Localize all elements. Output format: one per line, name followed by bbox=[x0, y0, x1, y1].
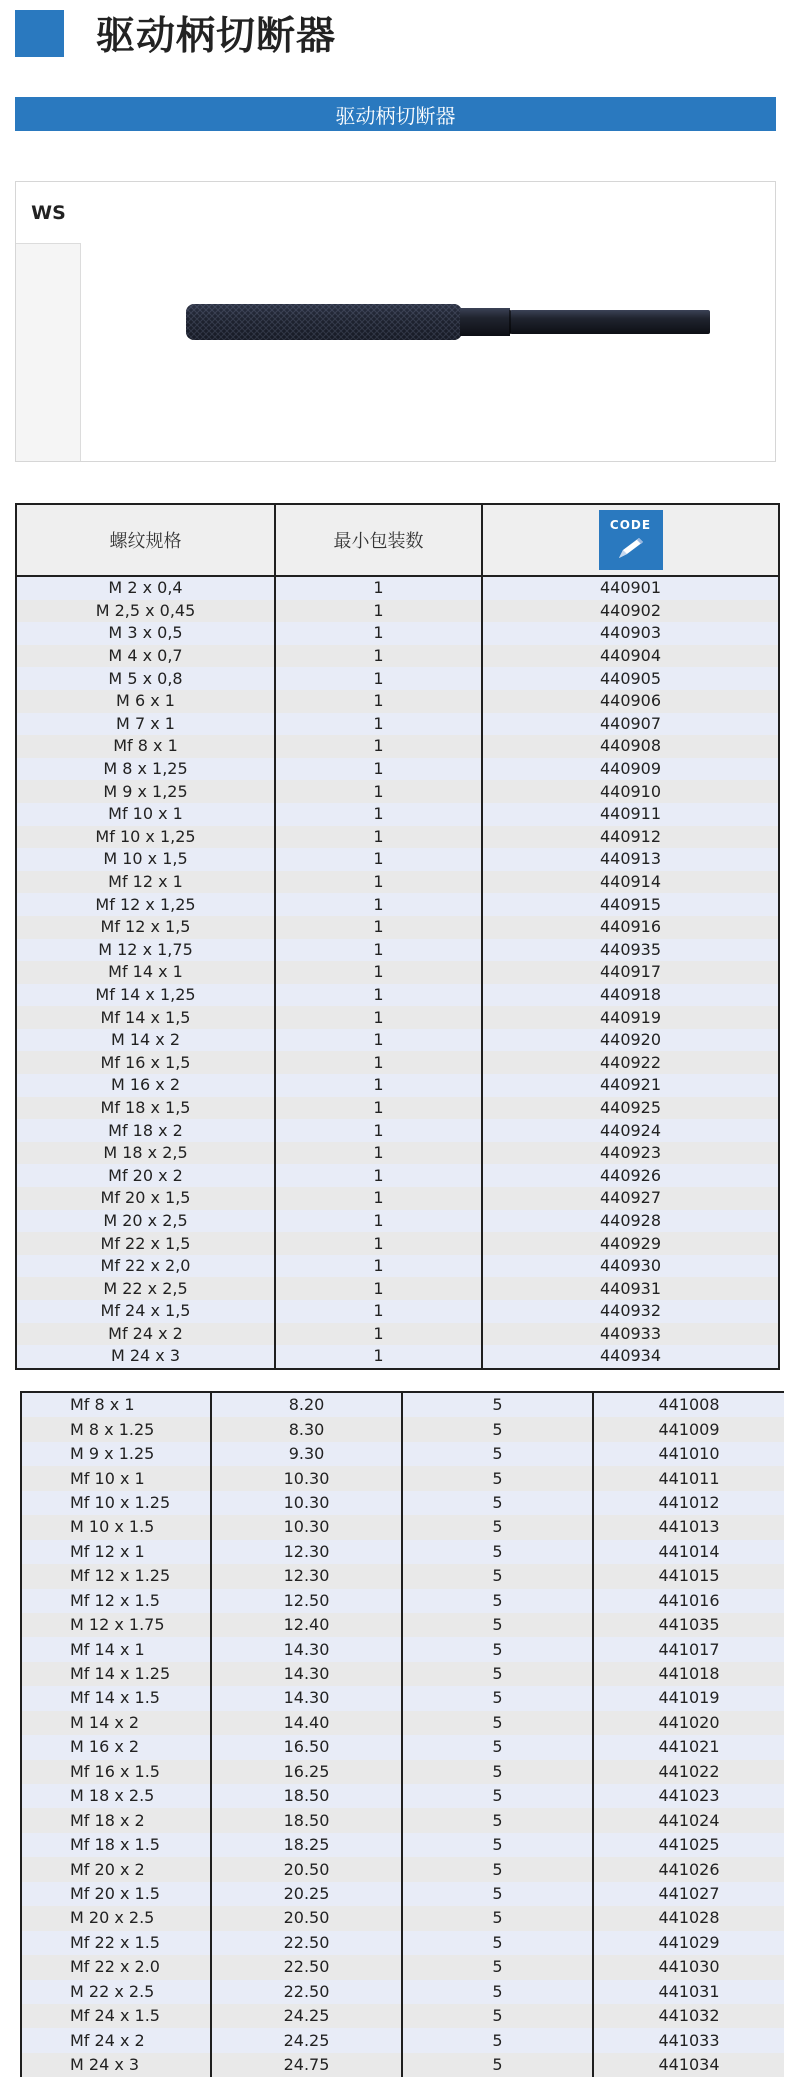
cell-code: 440916 bbox=[482, 916, 779, 939]
header-thread-spec: 螺纹规格 bbox=[16, 504, 275, 576]
cell-dimension: 22.50 bbox=[211, 1955, 402, 1979]
cell-code: 441019 bbox=[593, 1686, 784, 1710]
cell-min-pack: 1 bbox=[275, 1006, 482, 1029]
cell-code: 440917 bbox=[482, 961, 779, 984]
cell-code: 441024 bbox=[593, 1808, 784, 1832]
cell-thread-spec: Mf 18 x 2 bbox=[21, 1808, 211, 1832]
table-row bbox=[21, 1906, 784, 1930]
cell-min-pack: 5 bbox=[402, 1784, 593, 1808]
table-row bbox=[21, 1589, 784, 1613]
table-row bbox=[16, 713, 779, 736]
cell-code: 440929 bbox=[482, 1232, 779, 1255]
cell-code: 441010 bbox=[593, 1442, 784, 1466]
cell-code: 440926 bbox=[482, 1164, 779, 1187]
cell-dimension: 12.30 bbox=[211, 1564, 402, 1588]
cell-code: 440935 bbox=[482, 939, 779, 962]
cell-dimension: 14.30 bbox=[211, 1637, 402, 1661]
table-row bbox=[21, 2004, 784, 2028]
cell-thread-spec: Mf 22 x 1,5 bbox=[16, 1232, 275, 1255]
table-row bbox=[16, 1074, 779, 1097]
cell-thread-spec: M 10 x 1,5 bbox=[16, 848, 275, 871]
table-row bbox=[21, 1686, 784, 1710]
cell-thread-spec: Mf 24 x 2 bbox=[21, 2028, 211, 2052]
cell-dimension: 18.25 bbox=[211, 1833, 402, 1857]
cell-min-pack: 5 bbox=[402, 1417, 593, 1441]
cell-thread-spec: M 4 x 0,7 bbox=[16, 645, 275, 668]
table-row bbox=[16, 1119, 779, 1142]
cell-thread-spec: M 18 x 2.5 bbox=[21, 1784, 211, 1808]
cell-code: 441029 bbox=[593, 1931, 784, 1955]
cell-thread-spec: M 16 x 2 bbox=[16, 1074, 275, 1097]
table-row bbox=[21, 1931, 784, 1955]
cell-thread-spec: Mf 20 x 2 bbox=[21, 1857, 211, 1881]
cell-thread-spec: Mf 12 x 1 bbox=[21, 1540, 211, 1564]
cell-code: 441035 bbox=[593, 1613, 784, 1637]
table-row bbox=[16, 893, 779, 916]
cell-min-pack: 1 bbox=[275, 1097, 482, 1120]
cell-min-pack: 5 bbox=[402, 1392, 593, 1417]
cell-min-pack: 1 bbox=[275, 916, 482, 939]
cell-min-pack: 1 bbox=[275, 1164, 482, 1187]
cell-min-pack: 1 bbox=[275, 1119, 482, 1142]
cell-min-pack: 1 bbox=[275, 1300, 482, 1323]
cell-thread-spec: Mf 14 x 1 bbox=[16, 961, 275, 984]
cell-thread-spec: Mf 24 x 2 bbox=[16, 1323, 275, 1346]
table-row bbox=[16, 1006, 779, 1029]
table-row bbox=[21, 1808, 784, 1832]
table-row bbox=[21, 1515, 784, 1539]
cell-thread-spec: Mf 22 x 1.5 bbox=[21, 1931, 211, 1955]
cell-min-pack: 5 bbox=[402, 1882, 593, 1906]
cell-dimension: 14.30 bbox=[211, 1686, 402, 1710]
cell-code: 441021 bbox=[593, 1735, 784, 1759]
cell-thread-spec: Mf 20 x 2 bbox=[16, 1164, 275, 1187]
cell-dimension: 24.75 bbox=[211, 2053, 402, 2077]
table-row bbox=[21, 1466, 784, 1490]
table-row bbox=[21, 1784, 784, 1808]
cell-code: 440915 bbox=[482, 893, 779, 916]
cell-code: 440922 bbox=[482, 1051, 779, 1074]
cell-thread-spec: Mf 18 x 1,5 bbox=[16, 1097, 275, 1120]
cell-min-pack: 5 bbox=[402, 1857, 593, 1881]
table-row bbox=[21, 1417, 784, 1441]
table-row bbox=[21, 1613, 784, 1637]
table-row bbox=[16, 1255, 779, 1278]
table-row bbox=[21, 1882, 784, 1906]
cell-min-pack: 5 bbox=[402, 1735, 593, 1759]
cell-thread-spec: Mf 24 x 1,5 bbox=[16, 1300, 275, 1323]
table-header-row bbox=[16, 504, 779, 576]
cell-thread-spec: M 12 x 1,75 bbox=[16, 939, 275, 962]
table-row bbox=[16, 667, 779, 690]
cell-min-pack: 1 bbox=[275, 576, 482, 600]
cell-dimension: 8.20 bbox=[211, 1392, 402, 1417]
cell-thread-spec: Mf 12 x 1.5 bbox=[21, 1589, 211, 1613]
cell-thread-spec: M 20 x 2,5 bbox=[16, 1210, 275, 1233]
cell-thread-spec: M 6 x 1 bbox=[16, 690, 275, 713]
cell-code: 440923 bbox=[482, 1142, 779, 1165]
cell-code: 441008 bbox=[593, 1392, 784, 1417]
table-row bbox=[16, 645, 779, 668]
cell-min-pack: 1 bbox=[275, 645, 482, 668]
cell-code: 441031 bbox=[593, 1980, 784, 2004]
cell-dimension: 16.50 bbox=[211, 1735, 402, 1759]
cell-min-pack: 1 bbox=[275, 758, 482, 781]
cell-thread-spec: Mf 14 x 1.5 bbox=[21, 1686, 211, 1710]
cell-min-pack: 1 bbox=[275, 984, 482, 1007]
cell-min-pack: 5 bbox=[402, 1491, 593, 1515]
table-row bbox=[16, 1142, 779, 1165]
cell-code: 441012 bbox=[593, 1491, 784, 1515]
table-row bbox=[16, 1323, 779, 1346]
cell-thread-spec: M 12 x 1.75 bbox=[21, 1613, 211, 1637]
cell-min-pack: 5 bbox=[402, 1760, 593, 1784]
cell-dimension: 12.30 bbox=[211, 1540, 402, 1564]
cell-thread-spec: Mf 14 x 1,25 bbox=[16, 984, 275, 1007]
table-row bbox=[21, 1662, 784, 1686]
table-row bbox=[16, 622, 779, 645]
cell-thread-spec: M 10 x 1.5 bbox=[21, 1515, 211, 1539]
cell-code: 440903 bbox=[482, 622, 779, 645]
cell-code: 441025 bbox=[593, 1833, 784, 1857]
cell-min-pack: 1 bbox=[275, 780, 482, 803]
table-row bbox=[16, 1029, 779, 1052]
table-row bbox=[16, 1232, 779, 1255]
table-row bbox=[21, 1442, 784, 1466]
cell-thread-spec: Mf 10 x 1,25 bbox=[16, 826, 275, 849]
cell-thread-spec: Mf 8 x 1 bbox=[16, 735, 275, 758]
cell-thread-spec: Mf 12 x 1,25 bbox=[16, 893, 275, 916]
table-row bbox=[21, 1857, 784, 1881]
cell-thread-spec: Mf 16 x 1,5 bbox=[16, 1051, 275, 1074]
cell-min-pack: 1 bbox=[275, 893, 482, 916]
cell-min-pack: 5 bbox=[402, 2053, 593, 2077]
cell-code: 441032 bbox=[593, 2004, 784, 2028]
cell-code: 440909 bbox=[482, 758, 779, 781]
title-accent-square bbox=[15, 10, 64, 57]
cell-code: 440920 bbox=[482, 1029, 779, 1052]
cell-code: 441030 bbox=[593, 1955, 784, 1979]
cell-min-pack: 5 bbox=[402, 1662, 593, 1686]
cell-min-pack: 1 bbox=[275, 848, 482, 871]
header-min-pack: 最小包装数 bbox=[275, 504, 482, 576]
cell-dimension: 24.25 bbox=[211, 2004, 402, 2028]
table-row bbox=[21, 1833, 784, 1857]
cell-thread-spec: M 9 x 1.25 bbox=[21, 1442, 211, 1466]
cell-dimension: 10.30 bbox=[211, 1466, 402, 1490]
cell-min-pack: 5 bbox=[402, 1711, 593, 1735]
table-row bbox=[16, 690, 779, 713]
cell-dimension: 18.50 bbox=[211, 1784, 402, 1808]
table-row bbox=[16, 600, 779, 623]
cell-code: 441028 bbox=[593, 1906, 784, 1930]
cell-code: 440928 bbox=[482, 1210, 779, 1233]
cell-dimension: 20.25 bbox=[211, 1882, 402, 1906]
cell-thread-spec: M 18 x 2,5 bbox=[16, 1142, 275, 1165]
cell-thread-spec: Mf 20 x 1,5 bbox=[16, 1187, 275, 1210]
dimension-table bbox=[20, 1391, 784, 2077]
cell-code: 441014 bbox=[593, 1540, 784, 1564]
table-row bbox=[21, 1491, 784, 1515]
cell-min-pack: 5 bbox=[402, 1686, 593, 1710]
tap-wrench-tool-image bbox=[176, 292, 716, 352]
cell-thread-spec: M 16 x 2 bbox=[21, 1735, 211, 1759]
cell-code: 440910 bbox=[482, 780, 779, 803]
page-header bbox=[15, 8, 336, 58]
cell-min-pack: 1 bbox=[275, 1277, 482, 1300]
table-row bbox=[21, 1564, 784, 1588]
cell-code: 440902 bbox=[482, 600, 779, 623]
cell-min-pack: 1 bbox=[275, 667, 482, 690]
cell-thread-spec: Mf 22 x 2,0 bbox=[16, 1255, 275, 1278]
cell-code: 440911 bbox=[482, 803, 779, 826]
cell-code: 441015 bbox=[593, 1564, 784, 1588]
cell-code: 440932 bbox=[482, 1300, 779, 1323]
cell-dimension: 9.30 bbox=[211, 1442, 402, 1466]
cell-min-pack: 1 bbox=[275, 1210, 482, 1233]
cell-thread-spec: M 2,5 x 0,45 bbox=[16, 600, 275, 623]
cell-code: 441033 bbox=[593, 2028, 784, 2052]
table-row bbox=[16, 1277, 779, 1300]
table-row bbox=[16, 803, 779, 826]
cell-thread-spec: Mf 14 x 1 bbox=[21, 1637, 211, 1661]
cell-thread-spec: M 24 x 3 bbox=[16, 1345, 275, 1369]
cell-code: 440933 bbox=[482, 1323, 779, 1346]
cell-min-pack: 1 bbox=[275, 713, 482, 736]
cell-code: 441026 bbox=[593, 1857, 784, 1881]
cell-code: 440905 bbox=[482, 667, 779, 690]
cell-code: 441023 bbox=[593, 1784, 784, 1808]
cell-dimension: 22.50 bbox=[211, 1931, 402, 1955]
cell-thread-spec: M 22 x 2,5 bbox=[16, 1277, 275, 1300]
cell-thread-spec: M 2 x 0,4 bbox=[16, 576, 275, 600]
cell-min-pack: 1 bbox=[275, 690, 482, 713]
cell-min-pack: 5 bbox=[402, 1955, 593, 1979]
cell-code: 440925 bbox=[482, 1097, 779, 1120]
cell-dimension: 14.30 bbox=[211, 1662, 402, 1686]
cell-code: 440908 bbox=[482, 735, 779, 758]
cell-min-pack: 5 bbox=[402, 1906, 593, 1930]
product-code-label: WS bbox=[16, 182, 81, 244]
cell-min-pack: 5 bbox=[402, 2028, 593, 2052]
cell-dimension: 8.30 bbox=[211, 1417, 402, 1441]
cell-dimension: 20.50 bbox=[211, 1906, 402, 1930]
cell-min-pack: 5 bbox=[402, 1466, 593, 1490]
cell-dimension: 10.30 bbox=[211, 1515, 402, 1539]
table-row bbox=[16, 1210, 779, 1233]
table-row bbox=[21, 2053, 784, 2077]
cell-min-pack: 1 bbox=[275, 1255, 482, 1278]
cell-code: 441020 bbox=[593, 1711, 784, 1735]
table-row bbox=[16, 916, 779, 939]
table-row bbox=[21, 1392, 784, 1417]
cell-min-pack: 5 bbox=[402, 1515, 593, 1539]
table-row bbox=[16, 1164, 779, 1187]
table-row bbox=[16, 961, 779, 984]
cell-thread-spec: M 8 x 1,25 bbox=[16, 758, 275, 781]
cell-dimension: 12.50 bbox=[211, 1589, 402, 1613]
cell-min-pack: 1 bbox=[275, 871, 482, 894]
cell-min-pack: 1 bbox=[275, 826, 482, 849]
cell-code: 441016 bbox=[593, 1589, 784, 1613]
cell-code: 441027 bbox=[593, 1882, 784, 1906]
cell-dimension: 12.40 bbox=[211, 1613, 402, 1637]
table-row bbox=[16, 780, 779, 803]
table-row bbox=[16, 984, 779, 1007]
code-pencil-icon: CODE bbox=[599, 510, 663, 570]
table-row bbox=[16, 848, 779, 871]
cell-code: 441013 bbox=[593, 1515, 784, 1539]
cell-min-pack: 1 bbox=[275, 1187, 482, 1210]
cell-thread-spec: M 3 x 0,5 bbox=[16, 622, 275, 645]
cell-thread-spec: Mf 10 x 1 bbox=[16, 803, 275, 826]
cell-thread-spec: Mf 12 x 1 bbox=[16, 871, 275, 894]
table-row bbox=[16, 871, 779, 894]
product-image-panel bbox=[15, 181, 776, 462]
cell-dimension: 20.50 bbox=[211, 1857, 402, 1881]
cell-code: 440907 bbox=[482, 713, 779, 736]
cell-min-pack: 1 bbox=[275, 1051, 482, 1074]
cell-thread-spec: Mf 16 x 1.5 bbox=[21, 1760, 211, 1784]
cell-thread-spec: Mf 14 x 1,5 bbox=[16, 1006, 275, 1029]
table-row bbox=[16, 735, 779, 758]
cell-code: 440921 bbox=[482, 1074, 779, 1097]
cell-code: 440924 bbox=[482, 1119, 779, 1142]
cell-dimension: 14.40 bbox=[211, 1711, 402, 1735]
cell-min-pack: 1 bbox=[275, 1029, 482, 1052]
table-row bbox=[16, 1345, 779, 1369]
cell-code: 440912 bbox=[482, 826, 779, 849]
table-row bbox=[21, 1980, 784, 2004]
cell-thread-spec: Mf 10 x 1.25 bbox=[21, 1491, 211, 1515]
table-row bbox=[16, 1051, 779, 1074]
cell-thread-spec: Mf 18 x 1.5 bbox=[21, 1833, 211, 1857]
cell-thread-spec: M 5 x 0,8 bbox=[16, 667, 275, 690]
cell-min-pack: 5 bbox=[402, 1564, 593, 1588]
cell-thread-spec: M 20 x 2.5 bbox=[21, 1906, 211, 1930]
cell-dimension: 22.50 bbox=[211, 1980, 402, 2004]
cell-code: 440918 bbox=[482, 984, 779, 1007]
cell-thread-spec: Mf 12 x 1.25 bbox=[21, 1564, 211, 1588]
table-row bbox=[21, 1637, 784, 1661]
cell-min-pack: 5 bbox=[402, 1442, 593, 1466]
table-row bbox=[21, 1540, 784, 1564]
table-row bbox=[16, 826, 779, 849]
cell-code: 440906 bbox=[482, 690, 779, 713]
cell-thread-spec: M 14 x 2 bbox=[21, 1711, 211, 1735]
cell-thread-spec: M 14 x 2 bbox=[16, 1029, 275, 1052]
cell-code: 441022 bbox=[593, 1760, 784, 1784]
cell-min-pack: 5 bbox=[402, 1540, 593, 1564]
cell-dimension: 16.25 bbox=[211, 1760, 402, 1784]
cell-min-pack: 1 bbox=[275, 1074, 482, 1097]
table-row bbox=[21, 2028, 784, 2052]
cell-code: 440904 bbox=[482, 645, 779, 668]
cell-thread-spec: M 7 x 1 bbox=[16, 713, 275, 736]
table-row bbox=[21, 1735, 784, 1759]
cell-thread-spec: Mf 20 x 1.5 bbox=[21, 1882, 211, 1906]
cell-thread-spec: Mf 18 x 2 bbox=[16, 1119, 275, 1142]
cell-min-pack: 5 bbox=[402, 1931, 593, 1955]
cell-dimension: 10.30 bbox=[211, 1491, 402, 1515]
cell-thread-spec: Mf 24 x 1.5 bbox=[21, 2004, 211, 2028]
cell-code: 440919 bbox=[482, 1006, 779, 1029]
cell-code: 441018 bbox=[593, 1662, 784, 1686]
cell-min-pack: 1 bbox=[275, 1142, 482, 1165]
cell-thread-spec: Mf 22 x 2.0 bbox=[21, 1955, 211, 1979]
cell-code: 440914 bbox=[482, 871, 779, 894]
cell-min-pack: 5 bbox=[402, 1637, 593, 1661]
cell-dimension: 18.50 bbox=[211, 1808, 402, 1832]
cell-code: 440927 bbox=[482, 1187, 779, 1210]
cell-code: 441009 bbox=[593, 1417, 784, 1441]
cell-min-pack: 1 bbox=[275, 939, 482, 962]
cell-min-pack: 1 bbox=[275, 961, 482, 984]
table-row bbox=[16, 576, 779, 600]
header-code bbox=[482, 504, 779, 576]
cell-min-pack: 5 bbox=[402, 1833, 593, 1857]
table-row bbox=[16, 1300, 779, 1323]
cell-code: 440930 bbox=[482, 1255, 779, 1278]
cell-code: 440913 bbox=[482, 848, 779, 871]
cell-min-pack: 1 bbox=[275, 1323, 482, 1346]
table-row bbox=[21, 1760, 784, 1784]
table-row bbox=[16, 758, 779, 781]
section-banner: 驱动柄切断器 bbox=[15, 97, 776, 131]
cell-min-pack: 1 bbox=[275, 803, 482, 826]
cell-thread-spec: M 8 x 1.25 bbox=[21, 1417, 211, 1441]
cell-thread-spec: M 9 x 1,25 bbox=[16, 780, 275, 803]
cell-thread-spec: Mf 10 x 1 bbox=[21, 1466, 211, 1490]
cell-code: 441034 bbox=[593, 2053, 784, 2077]
cell-code: 440934 bbox=[482, 1345, 779, 1369]
table-row bbox=[16, 939, 779, 962]
cell-thread-spec: M 22 x 2.5 bbox=[21, 1980, 211, 2004]
cell-thread-spec: Mf 8 x 1 bbox=[21, 1392, 211, 1417]
cell-min-pack: 5 bbox=[402, 1589, 593, 1613]
cell-min-pack: 1 bbox=[275, 1345, 482, 1369]
thread-spec-table bbox=[15, 503, 780, 1370]
cell-code: 441011 bbox=[593, 1466, 784, 1490]
cell-min-pack: 1 bbox=[275, 622, 482, 645]
cell-min-pack: 5 bbox=[402, 1613, 593, 1637]
cell-code: 440901 bbox=[482, 576, 779, 600]
cell-thread-spec: M 24 x 3 bbox=[21, 2053, 211, 2077]
cell-thread-spec: Mf 12 x 1,5 bbox=[16, 916, 275, 939]
cell-code: 441017 bbox=[593, 1637, 784, 1661]
cell-dimension: 24.25 bbox=[211, 2028, 402, 2052]
cell-thread-spec: Mf 14 x 1.25 bbox=[21, 1662, 211, 1686]
cell-min-pack: 5 bbox=[402, 1808, 593, 1832]
table-row bbox=[16, 1097, 779, 1120]
table-row bbox=[21, 1955, 784, 1979]
cell-min-pack: 5 bbox=[402, 1980, 593, 2004]
table-row bbox=[21, 1711, 784, 1735]
cell-min-pack: 1 bbox=[275, 1232, 482, 1255]
cell-min-pack: 1 bbox=[275, 735, 482, 758]
page-title: 驱动柄切断器 bbox=[96, 14, 337, 59]
table-row bbox=[16, 1187, 779, 1210]
cell-min-pack: 5 bbox=[402, 2004, 593, 2028]
cell-min-pack: 1 bbox=[275, 600, 482, 623]
cell-code: 440931 bbox=[482, 1277, 779, 1300]
